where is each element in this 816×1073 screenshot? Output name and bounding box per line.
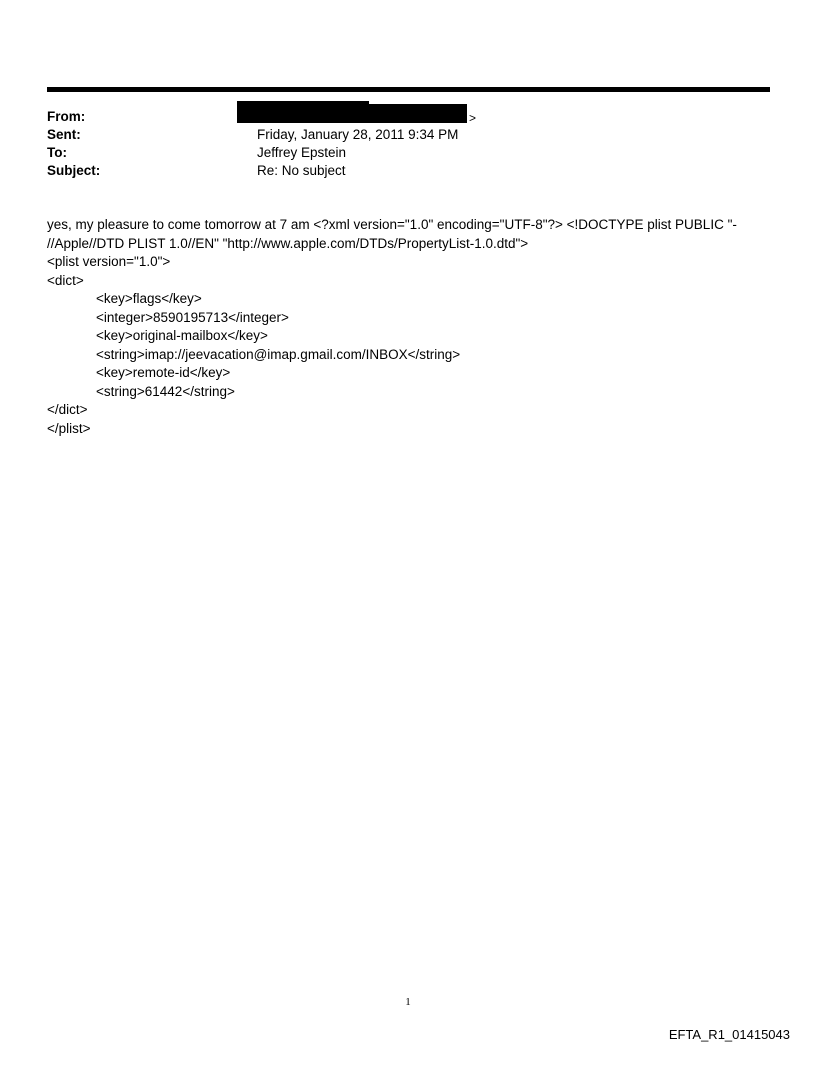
from-label: From: [47, 109, 86, 124]
from-row [47, 108, 747, 126]
email-body [47, 216, 747, 438]
to-label: To: [47, 145, 67, 160]
body-line: yes, my pleasure to come tomorrow at 7 am <?xml version="1.0" encoding="UTF-8"?> <!DOCTYPE plist PUBLIC "- [47, 217, 737, 232]
sent-value: Friday, January 28, 2011 9:34 PM [257, 127, 459, 142]
to-row [47, 144, 747, 162]
body-line: <string>imap://jeevacation@imap.gmail.com/INBOX</string> [96, 346, 461, 362]
header-divider [47, 87, 770, 92]
email-header [47, 108, 747, 180]
body-line: </plist> [47, 420, 91, 436]
document-id: EFTA_R1_01415043 [668, 1027, 790, 1042]
body-line: <key>original-mailbox</key> [96, 328, 268, 343]
from-suffix: > [469, 111, 477, 125]
sent-row [47, 126, 747, 144]
body-line: <dict> [47, 272, 84, 288]
body-line: <integer>8590195713</integer> [96, 309, 289, 325]
sent-label: Sent: [47, 127, 81, 142]
subject-value: Re: No subject [257, 163, 346, 178]
redaction-box [237, 104, 467, 123]
to-value: Jeffrey Epstein [257, 145, 347, 160]
body-line: <plist version="1.0"> [47, 254, 171, 269]
body-line: <string>61442</string> [96, 383, 235, 399]
page-number: 1 [405, 996, 411, 1008]
body-line: //Apple//DTD PLIST 1.0//EN" "http://www.apple.com/DTDs/PropertyList-1.0.dtd"> [47, 235, 529, 251]
subject-label: Subject: [47, 163, 101, 178]
body-line: <key>flags</key> [96, 291, 202, 306]
body-line: </dict> [47, 402, 88, 417]
subject-row [47, 162, 747, 180]
body-line: <key>remote-id</key> [96, 365, 231, 380]
